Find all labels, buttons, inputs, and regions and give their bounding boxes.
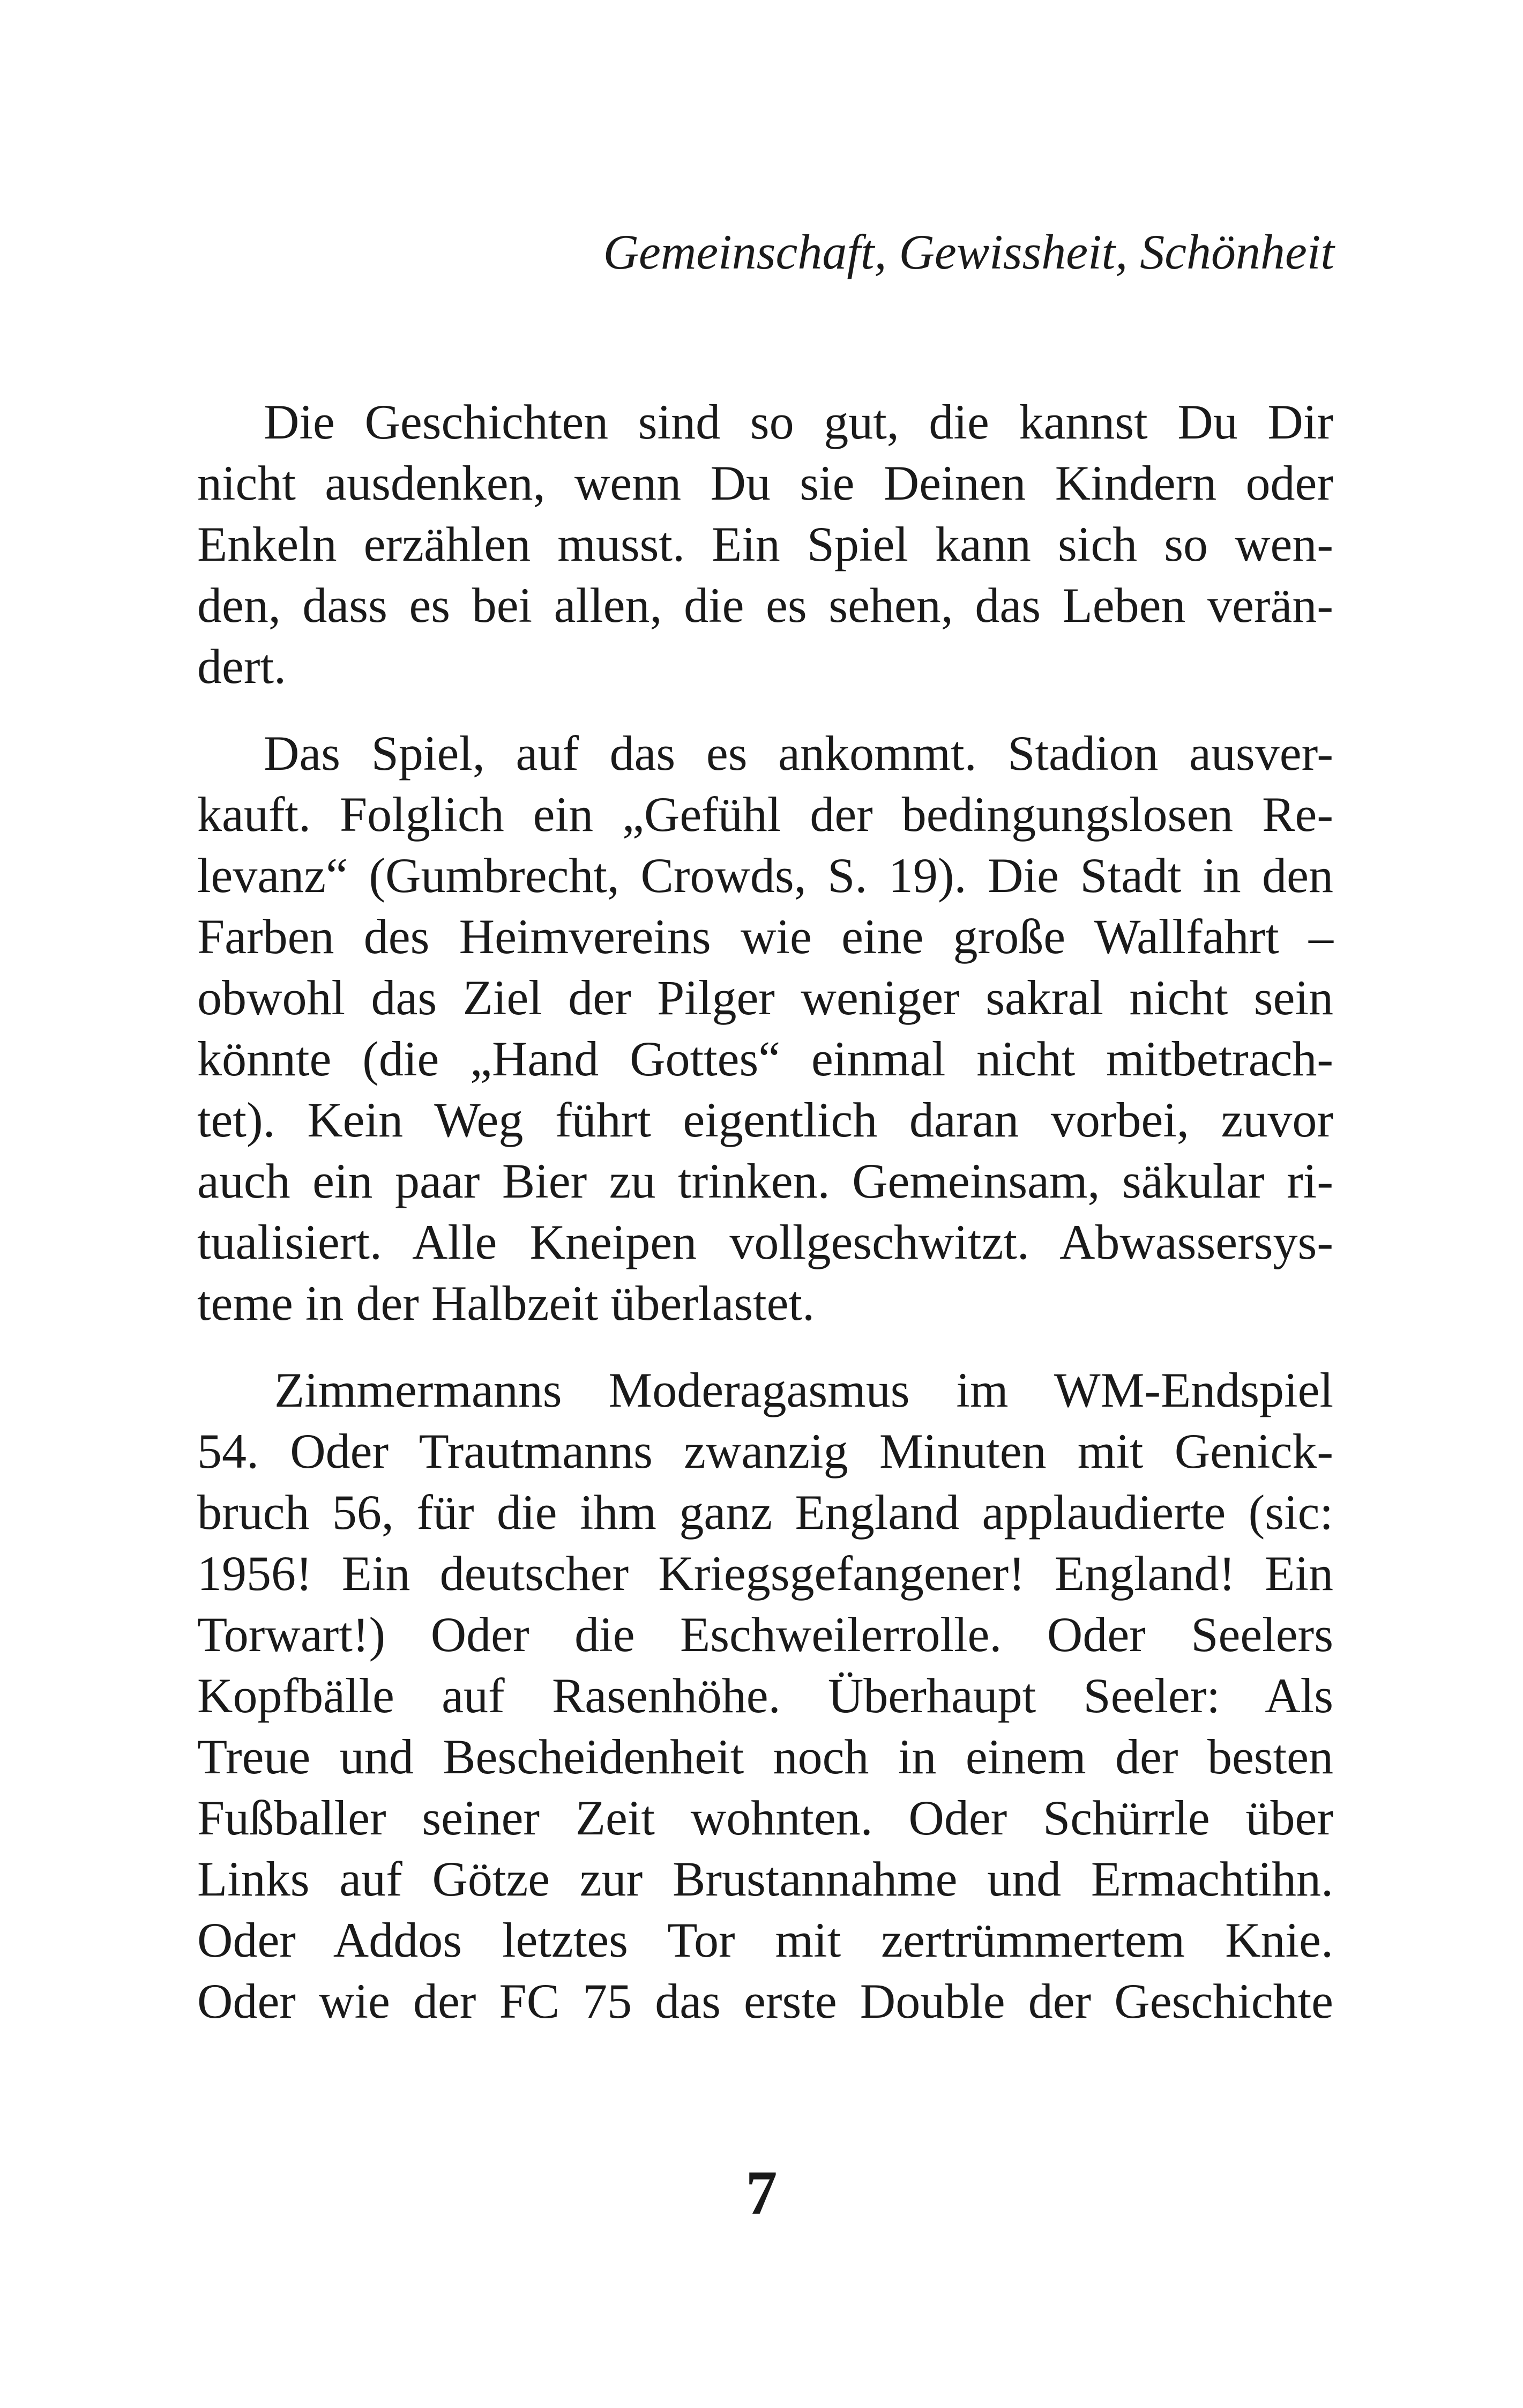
text-line: Die Geschichten sind so gut, die kannst Du Dir — [264, 395, 1333, 449]
text-line: 1956! Ein deutscher Kriegsgefangener! England! Ein — [197, 1546, 1333, 1601]
text-line: Farben des Heimvereins wie eine große Wallfahrt – — [197, 909, 1333, 964]
text-line: Torwart!) Oder die Eschweilerrolle. Oder Seelers — [197, 1607, 1333, 1662]
text-line: bruch 56, für die ihm ganz England applaudierte (sic: — [197, 1485, 1333, 1540]
text-line: auch ein paar Bier zu trinken. Gemeinsam, säkular ri- — [197, 1154, 1333, 1208]
text-line: levanz“ (Gumbrecht, Crowds, S. 19). Die Stadt in den — [197, 848, 1333, 903]
text-line: teme in der Halbzeit überlastet. — [197, 1276, 815, 1331]
text-line: Treue und Bescheidenheit noch in einem der besten — [197, 1729, 1333, 1784]
text-line: Kopfbälle auf Rasenhöhe. Überhaupt Seeler: Als — [197, 1668, 1333, 1723]
text-line: Zimmermanns Moderagasmus im WM-Endspiel — [274, 1363, 1333, 1417]
text-line: Oder wie der FC 75 das erste Double der Geschichte — [197, 1974, 1333, 2028]
text-line: den, dass es bei allen, die es sehen, das Leben verän- — [197, 578, 1333, 633]
running-head: Gemeinschaft, Gewissheit, Schönheit — [603, 225, 1334, 279]
paragraph-2 — [197, 723, 1333, 1334]
text-line: könnte (die „Hand Gottes“ einmal nicht mitbetrach- — [197, 1031, 1333, 1086]
text-line: Fußballer seiner Zeit wohnten. Oder Schürrle über — [197, 1790, 1333, 1845]
text-line: obwohl das Ziel der Pilger weniger sakral nicht sein — [197, 970, 1333, 1025]
text-line: tet). Kein Weg führt eigentlich daran vorbei, zuvor — [197, 1092, 1333, 1147]
text-line: nicht ausdenken, wenn Du sie Deinen Kindern oder — [197, 456, 1333, 510]
text-line: Oder Addos letztes Tor mit zertrümmertem Knie. — [197, 1913, 1333, 1967]
text-line: Enkeln erzählen musst. Ein Spiel kann sich so wen- — [197, 517, 1333, 571]
body-text — [197, 391, 1333, 2057]
text-line: Links auf Götze zur Brustannahme und Ermachtihn. — [197, 1852, 1333, 1906]
paragraph-3 — [197, 1359, 1333, 2032]
text-line: tualisiert. Alle Kneipen vollgeschwitzt. Abwassersys- — [197, 1215, 1333, 1269]
paragraph-1 — [197, 391, 1333, 697]
text-line: 54. Oder Trautmanns zwanzig Minuten mit Genick- — [197, 1424, 1333, 1478]
page-number: 7 — [745, 2158, 778, 2228]
text-line: kauft. Folglich ein „Gefühl der bedingungslosen Re- — [197, 787, 1333, 842]
text-line: dert. — [197, 639, 287, 694]
text-line: Das Spiel, auf das es ankommt. Stadion ausver- — [264, 726, 1333, 781]
